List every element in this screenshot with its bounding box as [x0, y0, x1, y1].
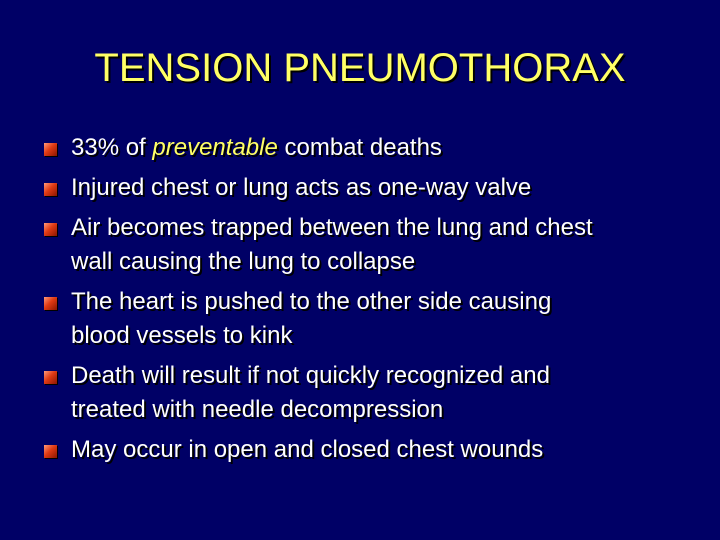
bullet-item — [44, 211, 704, 279]
bullet-text-after: combat deaths — [277, 134, 442, 161]
bullet-text: May occur in open and closed chest wounds — [71, 436, 544, 463]
bullet-text-line1: Air becomes trapped between the lung and chest — [71, 214, 593, 241]
bullet-item — [44, 171, 704, 205]
bullet-text-before: 33% of — [71, 134, 153, 161]
bullet-text-line1: Death will result if not quickly recognized and — [71, 362, 550, 389]
bullet-item — [44, 433, 704, 467]
bullet-item — [44, 359, 704, 427]
bullet-item — [44, 131, 704, 165]
bullet-text-line2: blood vessels to kink — [71, 322, 293, 349]
bullet-text-line1: The heart is pushed to the other side causing — [71, 288, 552, 315]
bullet-square-icon — [44, 183, 57, 196]
bullet-square-icon — [44, 445, 57, 458]
bullet-text: Injured chest or lung acts as one-way valve — [71, 174, 532, 201]
bullet-square-icon — [44, 223, 57, 236]
bullet-list — [44, 131, 704, 473]
bullet-emphasis: preventable — [152, 134, 278, 161]
bullet-square-icon — [44, 297, 57, 310]
bullet-text-line2: wall causing the lung to collapse — [71, 248, 416, 275]
slide-title: TENSION PNEUMOTHORAX — [94, 46, 626, 90]
bullet-square-icon — [44, 371, 57, 384]
bullet-square-icon — [44, 143, 57, 156]
bullet-text-line2: treated with needle decompression — [71, 396, 444, 423]
bullet-item — [44, 285, 704, 353]
